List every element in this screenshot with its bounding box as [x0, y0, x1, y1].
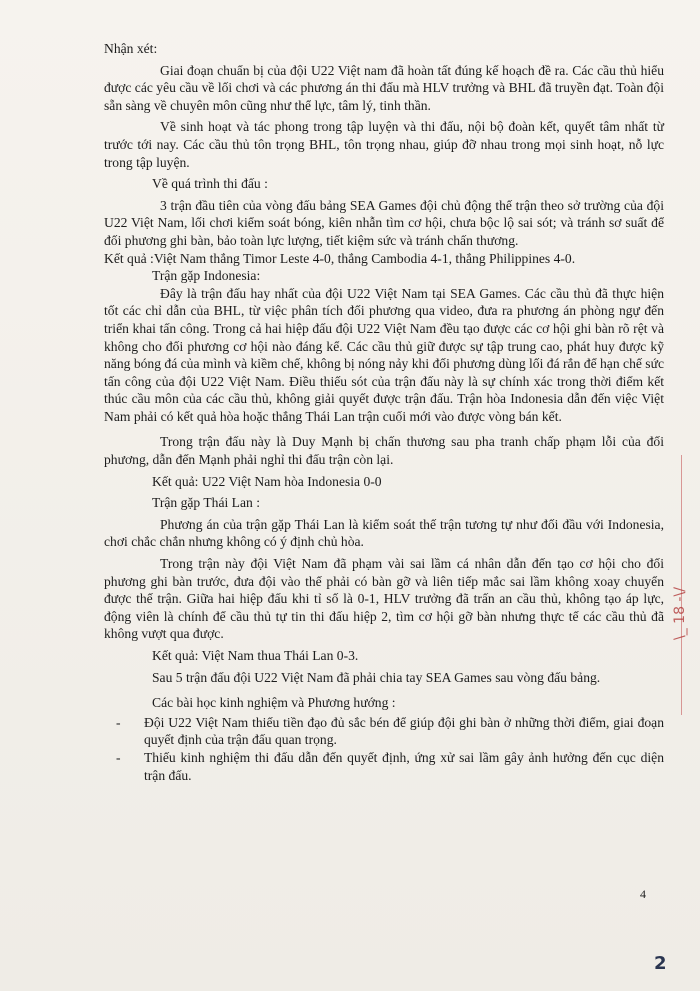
heading-lessons: Các bài học kinh nghiệm và Phương hướng :: [152, 695, 396, 711]
paragraph-thailand-match: Trong trận này đội Việt Nam đã phạm vài sai lầm cá nhân dẫn đến tạo cơ hội cho đối phương ghi bàn trước, đưa đội vào thế phải có bàn gỡ và liên tiếp mắc sai lầm không xoay chuyển được thế trận. Giữa hai hiệp đấu khi tỉ số là 0-1, HLV trưởng đã trấn an cầu thủ, không tạo áp lực, động viên là chính để cầu thủ tự tin thi đấu hiệp 2, tìm cơ hội gỡ bàn nhưng thực tế các cầu thủ đã không vượt qua được.: [104, 556, 664, 642]
page-number: 4: [640, 887, 646, 901]
heading-competition-process: Về quá trình thi đấu :: [152, 176, 268, 192]
heading-indonesia-match: Trận gặp Indonesia:: [152, 268, 261, 284]
document-body: [104, 40, 664, 784]
result-thailand: Kết quả: Việt Nam thua Thái Lan 0-3.: [152, 648, 359, 663]
red-margin-stroke: [681, 455, 682, 715]
paragraph-conduct: Về sinh hoạt và tác phong trong tập luyện và thi đấu, nội bộ đoàn kết, quyết tâm nhất từ trước tới nay. Các cầu thủ tôn trọng BHL, tôn trọng nhau, giúp đỡ nhau trong mọi sinh hoạt, nỗ lực trong tập luyện.: [104, 119, 664, 170]
result-indonesia: Kết quả: U22 Việt Nam hòa Indonesia 0-0: [152, 473, 382, 489]
corner-handwritten-mark: 2: [654, 953, 667, 974]
lessons-list: [104, 714, 664, 784]
paragraph-elimination: Sau 5 trận đấu đội U22 Việt Nam đã phải chia tay SEA Games sau vòng đấu bảng.: [152, 669, 601, 685]
paragraph-injury: Trong trận đấu này là Duy Mạnh bị chấn thương sau pha tranh chấp phạm lỗi của đối phương, dẫn đến Mạnh phải nghỉ thi đấu trận còn lại.: [104, 434, 664, 468]
handwritten-margin-note: \_ 18 -\/: [672, 587, 688, 640]
lesson-item: - Đội U22 Việt Nam thiếu tiền đạo đủ sắc bén để giúp đội ghi bàn ở những thời điểm, giai đoạn quyết định của trận đấu quan trọng.: [104, 714, 664, 749]
paragraph-thailand-plan: Phương án của trận gặp Thái Lan là kiểm soát thế trận tương tự như đối đầu với Indonesia, chơi chắc chắn nhưng không có ý định chủ hòa.: [104, 516, 664, 550]
paragraph-indonesia-match: Đây là trận đấu hay nhất của đội U22 Việt Nam tại SEA Games. Các cầu thủ đã thực hiện tốt các chỉ dẫn của BHL, từ việc phân tích đối phương qua video, đưa ra phương án phòng ngự đến triển khai tấn công. Trong cả hai hiệp đấu đội U22 Việt Nam đều tạo được các cơ hội ghi bàn rõ rệt và không cho đối phương cơ hội nào đáng kể. Các cầu thủ giữ được sự tập trung cao, phát huy được kỹ năng bóng đá của mình và kiềm chế, không bị nóng nảy khi đối phương dùng lối đá rắn để hạn chế sức tấn công của đội U22 Việt Nam. Điều thiếu sót của trận đấu này là sự chính xác trong thời điểm kết thúc cầu môn của các cầu thủ, không giải quyết được trận đấu. Trận hòa Indonesia dẫn đến việc Việt Nam phải có kết quả hòa hoặc thắng Thái Lan trận cuối mới vào được vòng bán kết.: [104, 285, 664, 424]
heading-nhan-xet: Nhận xét:: [104, 41, 158, 56]
result-group-stage: Kết quả :Việt Nam thắng Timor Leste 4-0, thắng Cambodia 4-1, thắng Philippines 4-0.: [104, 250, 576, 266]
paragraph-group-stage: 3 trận đầu tiên của vòng đấu bảng SEA Games đội chủ động thế trận theo sở trường của đội U22 Việt Nam, lối chơi kiểm soát bóng, kiên nhẫn tìm cơ hội, chưa bộc lộ sai sót; và tránh sơ suất để đối phương ghi bàn, bảo toàn lực lượng, tiết kiệm sức và tránh chấn thương.: [104, 197, 664, 248]
heading-thailand-match: Trận gặp Thái Lan :: [152, 495, 260, 511]
lesson-item: - Thiếu kinh nghiệm thi đấu dẫn đến quyết định, ứng xử sai lầm gây ảnh hưởng đến cục diện trận đấu.: [104, 749, 664, 784]
paragraph-preparation: Giai đoạn chuẩn bị của đội U22 Việt nam đã hoàn tất đúng kế hoạch đề ra. Các cầu thủ hiểu được các yêu cầu về lối chơi và các phương án thi đấu mà HLV trưởng và BHL đã truyền đạt. Toàn đội sẵn sàng về chuyên môn cũng như thể lực, tâm lý, tinh thần.: [104, 62, 664, 113]
